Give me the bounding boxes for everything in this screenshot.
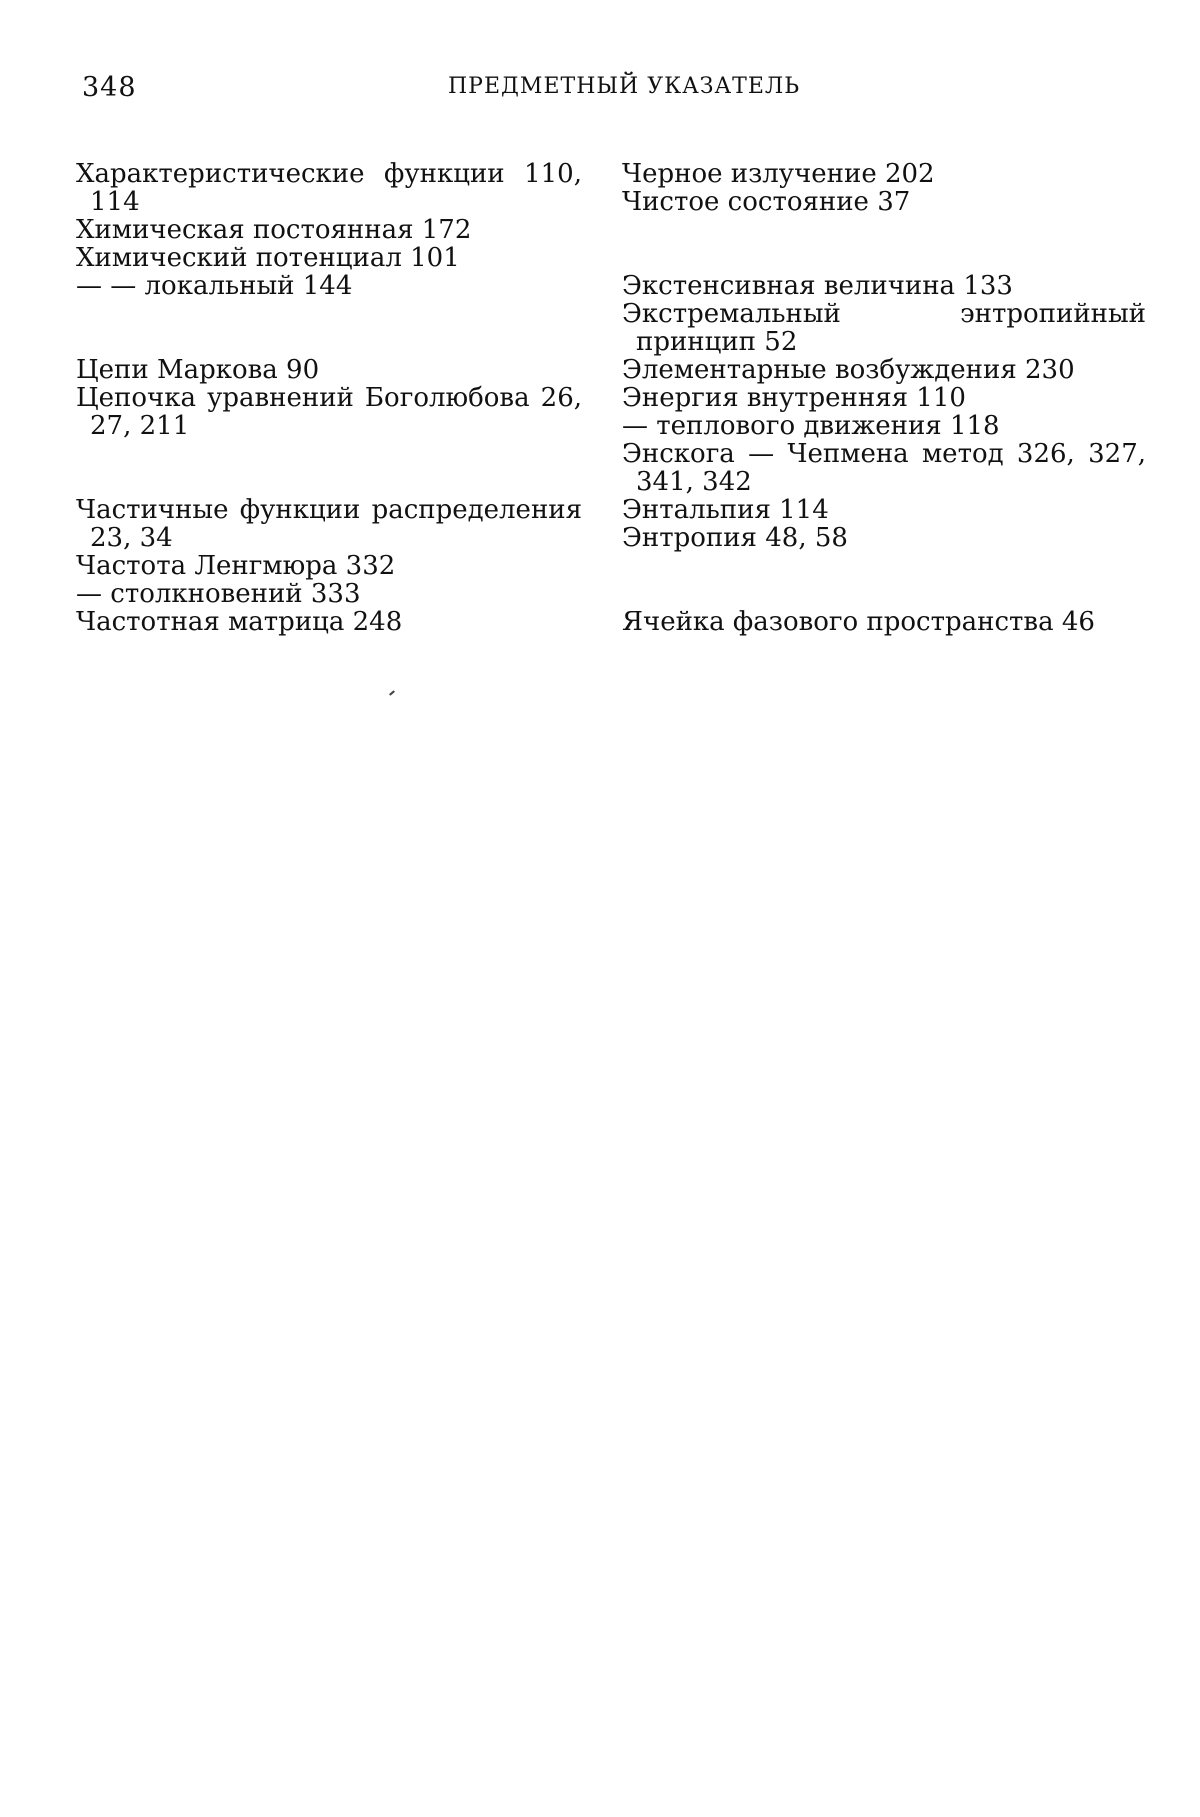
index-entry: — — локальный 144 [76, 271, 353, 301]
index-entry: Элементарные возбуждения 230 [622, 355, 1075, 385]
index-entry: Ячейка фазового пространства 46 [622, 607, 1095, 637]
page-number: 348 [82, 72, 137, 103]
index-left-column [76, 160, 582, 636]
index-entry: Химическая постоянная 172 [76, 215, 472, 245]
index-entry: Экстенсивная величина 133 [622, 271, 1013, 301]
index-entry: Цепи Маркова 90 [76, 355, 320, 385]
index-entry: Химический потенциал 101 [76, 243, 460, 273]
index-entry: Частичные функции распределения 23, 34 [76, 495, 582, 553]
index-entry: Частота Ленгмюра 332 [76, 551, 396, 581]
index-entry: Черное излучение 202 [622, 159, 935, 189]
index-entry: Энтропия 48, 58 [622, 523, 848, 553]
index-entry: Цепочка уравнений Боголюбова 26, 27, 211 [76, 383, 582, 441]
index-right-column [622, 160, 1146, 636]
stray-ink-mark [389, 690, 395, 695]
index-entry: Чистое состояние 37 [622, 187, 911, 217]
index-entry: — теплового движения 118 [622, 411, 1000, 441]
index-entry: Энтальпия 114 [622, 495, 829, 525]
index-entry: Характеристические функции 110, 114 [76, 159, 582, 217]
index-entry: Экстремальный энтропийный принцип 52 [622, 299, 1146, 357]
index-entry: Энскога — Чепмена метод 326, 327, 341, 342 [622, 439, 1146, 497]
running-title: ПРЕДМЕТНЫЙ УКАЗАТЕЛЬ [448, 74, 801, 99]
index-entry: — столкновений 333 [76, 579, 361, 609]
index-entry: Энергия внутренняя 110 [622, 383, 966, 413]
index-entry: Частотная матрица 248 [76, 607, 403, 637]
